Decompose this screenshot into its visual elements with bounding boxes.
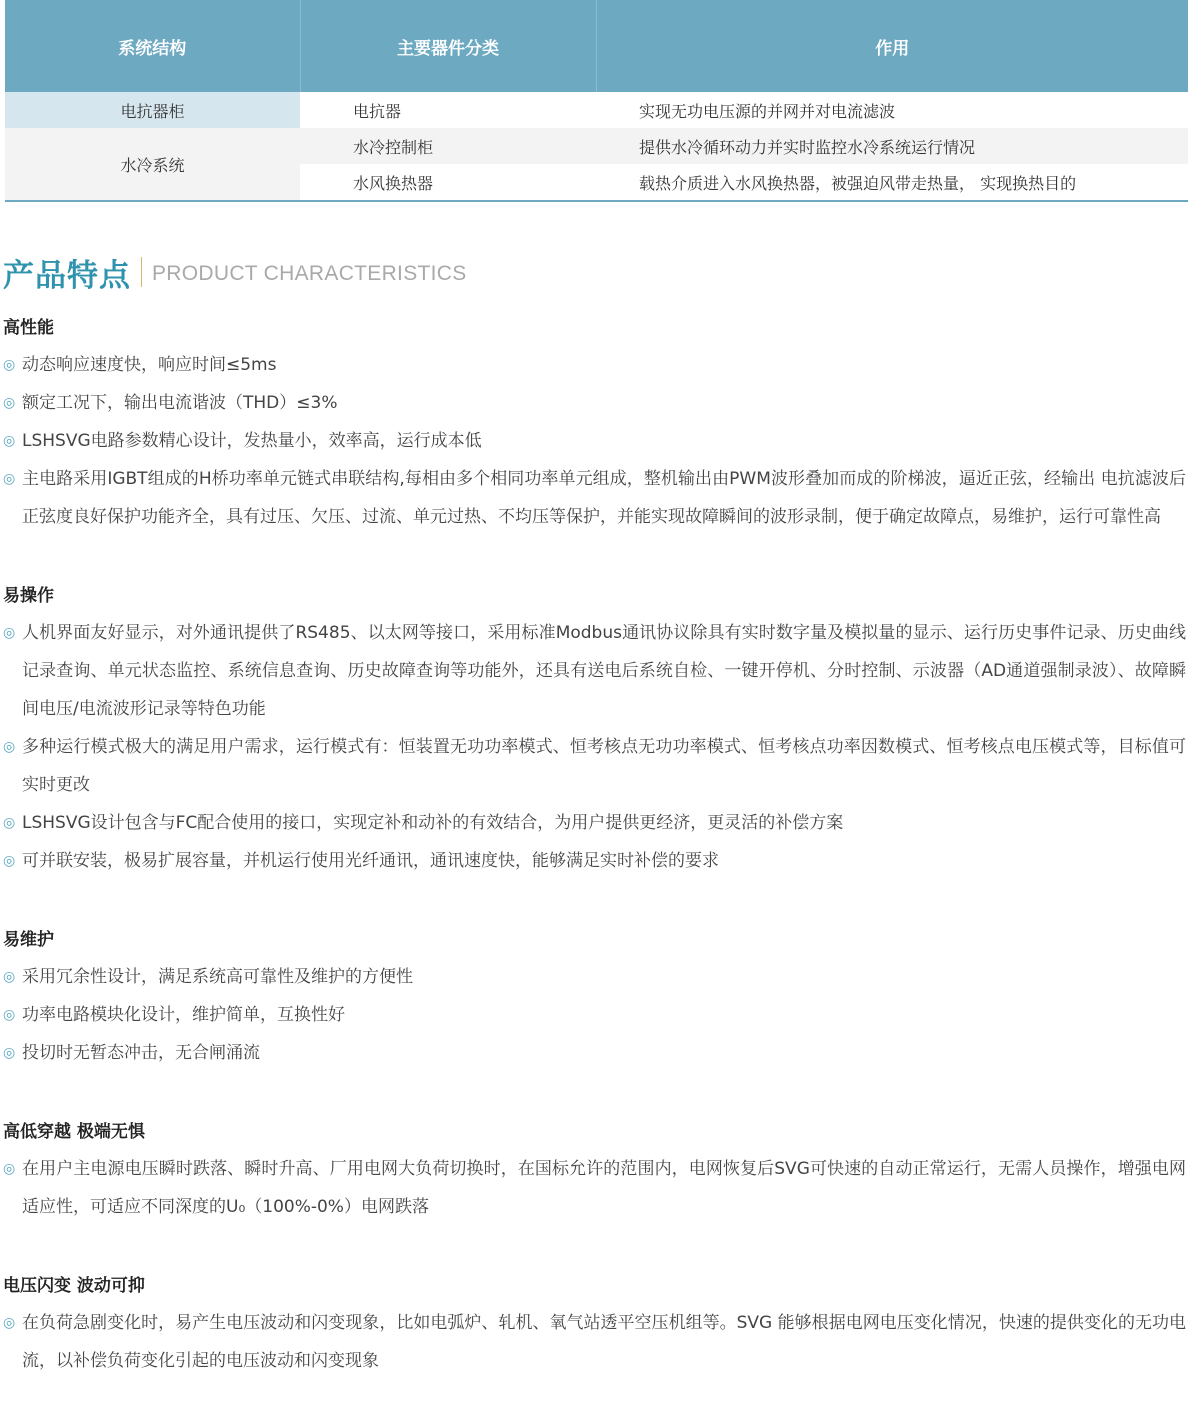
feature-group-easy-operation bbox=[3, 578, 1186, 880]
section-title-en: PRODUCT CHARACTERISTICS bbox=[152, 262, 467, 285]
item-text: 额定工况下，输出电流谐波（THD）≤3% bbox=[22, 393, 338, 413]
feature-group-flicker-suppression bbox=[3, 1268, 1186, 1380]
feature-heading: 高低穿越 极端无惧 bbox=[3, 1122, 145, 1142]
list-item bbox=[3, 804, 1186, 842]
table-row bbox=[5, 92, 1188, 128]
feature-group-ride-through bbox=[3, 1114, 1186, 1226]
section-title-cn: 产品特点 bbox=[3, 257, 131, 294]
circle-bullet-icon: ◎ bbox=[3, 625, 16, 641]
circle-bullet-icon: ◎ bbox=[3, 853, 16, 869]
list-item bbox=[3, 842, 1186, 880]
circle-bullet-icon: ◎ bbox=[3, 815, 16, 831]
list-item bbox=[3, 422, 1186, 460]
circle-bullet-icon: ◎ bbox=[3, 1007, 16, 1023]
list-item bbox=[3, 996, 1186, 1034]
item-text: 多种运行模式极大的满足用户需求，运行模式有：恒装置无功功率模式、恒考核点无功功率模式、恒考核点功率因数模式、恒考核点电压模式等，目标值可实时更改 bbox=[22, 737, 1186, 795]
circle-bullet-icon: ◎ bbox=[3, 357, 16, 373]
list-item bbox=[3, 728, 1186, 804]
item-text: 人机界面友好显示，对外通讯提供了RS485、以太网等接口，采用标准Modbus通讯协议除具有实时数字量及模拟量的显示、运行历史事件记录、历史曲线记录查询、单元状态监控、系统信息查询、历史故障查询等功能外，还具有送电后系统自检、一键开停机、分时控制、示波器（AD通道强制录波）、故障瞬间电压/电流波形记录等特色功能 bbox=[22, 623, 1186, 719]
item-text: 功率电路模块化设计，维护简单，互换性好 bbox=[22, 1005, 345, 1025]
list-item bbox=[3, 1304, 1186, 1380]
feature-group-high-performance bbox=[3, 310, 1186, 536]
title-divider bbox=[141, 257, 142, 287]
list-item bbox=[3, 614, 1186, 728]
list-item bbox=[3, 958, 1186, 996]
circle-bullet-icon: ◎ bbox=[3, 395, 16, 411]
feature-heading: 电压闪变 波动可抑 bbox=[3, 1276, 145, 1296]
header-system: 系统结构 bbox=[5, 0, 300, 92]
feature-heading: 易操作 bbox=[3, 586, 54, 606]
item-text: LSHSVG设计包含与FC配合使用的接口，实现定补和动补的有效结合，为用户提供更经济，更灵活的补偿方案 bbox=[22, 813, 844, 833]
circle-bullet-icon: ◎ bbox=[3, 433, 16, 449]
table-header-row bbox=[5, 0, 1188, 92]
list-item bbox=[3, 1150, 1186, 1226]
cell-component: 水风换热器 bbox=[300, 164, 596, 200]
item-text: 可并联安装，极易扩展容量，并机运行使用光纤通讯，通讯速度快，能够满足实时补偿的要求 bbox=[22, 851, 719, 871]
cell-function: 实现无功电压源的并网并对电流滤波 bbox=[596, 92, 1188, 128]
list-item bbox=[3, 460, 1186, 536]
circle-bullet-icon: ◎ bbox=[3, 1315, 16, 1331]
header-component: 主要器件分类 bbox=[300, 0, 596, 92]
table-row bbox=[5, 128, 1188, 164]
cell-system: 电抗器柜 bbox=[5, 92, 300, 128]
cell-component: 水冷控制柜 bbox=[300, 128, 596, 164]
section-heading bbox=[3, 252, 467, 292]
header-function: 作用 bbox=[596, 0, 1188, 92]
circle-bullet-icon: ◎ bbox=[3, 1161, 16, 1177]
item-text: 投切时无暂态冲击，无合闸涌流 bbox=[22, 1043, 260, 1063]
table-bottom-divider bbox=[5, 200, 1188, 202]
item-text: 在用户主电源电压瞬时跌落、瞬时升高、厂用电网大负荷切换时，在国标允许的范围内，电网恢复后SVG可快速的自动正常运行，无需人员操作，增强电网适应性，可适应不同深度的U₀（100%-0%）电网跌落 bbox=[22, 1159, 1186, 1217]
item-text: 在负荷急剧变化时，易产生电压波动和闪变现象，比如电弧炉、轧机、氧气站透平空压机组等。SVG 能够根据电网电压变化情况，快速的提供变化的无功电流，以补偿负荷变化引起的电压波动和闪变现象 bbox=[22, 1313, 1186, 1371]
component-table bbox=[5, 0, 1188, 200]
circle-bullet-icon: ◎ bbox=[3, 739, 16, 755]
item-text: 采用冗余性设计，满足系统高可靠性及维护的方便性 bbox=[22, 967, 413, 987]
list-item bbox=[3, 346, 1186, 384]
list-item bbox=[3, 1034, 1186, 1072]
circle-bullet-icon: ◎ bbox=[3, 969, 16, 985]
cell-component: 电抗器 bbox=[300, 92, 596, 128]
item-text: LSHSVG电路参数精心设计，发热量小，效率高，运行成本低 bbox=[22, 431, 482, 451]
item-text: 动态响应速度快，响应时间≤5ms bbox=[22, 355, 277, 375]
list-item bbox=[3, 384, 1186, 422]
circle-bullet-icon: ◎ bbox=[3, 1045, 16, 1061]
item-text: 主电路采用IGBT组成的H桥功率单元链式串联结构,每相由多个相同功率单元组成，整机输出由PWM波形叠加而成的阶梯波，逼近正弦，经输出 电抗滤波后正弦度良好保护功能齐全，具有过压、欠压、过流、单元过热、不均压等保护，并能实现故障瞬间的波形录制，便于确定故障点，易维护，运行可靠性高 bbox=[22, 469, 1186, 527]
feature-list bbox=[3, 310, 1186, 1422]
cell-system: 水冷系统 bbox=[5, 128, 300, 200]
cell-function: 提供水冷循环动力并实时监控水冷系统运行情况 bbox=[596, 128, 1188, 164]
cell-function: 载热介质进入水风换热器，被强迫风带走热量， 实现换热目的 bbox=[596, 164, 1188, 200]
feature-group-easy-maintenance bbox=[3, 922, 1186, 1072]
feature-heading: 高性能 bbox=[3, 318, 54, 338]
circle-bullet-icon: ◎ bbox=[3, 471, 16, 487]
feature-heading: 易维护 bbox=[3, 930, 54, 950]
